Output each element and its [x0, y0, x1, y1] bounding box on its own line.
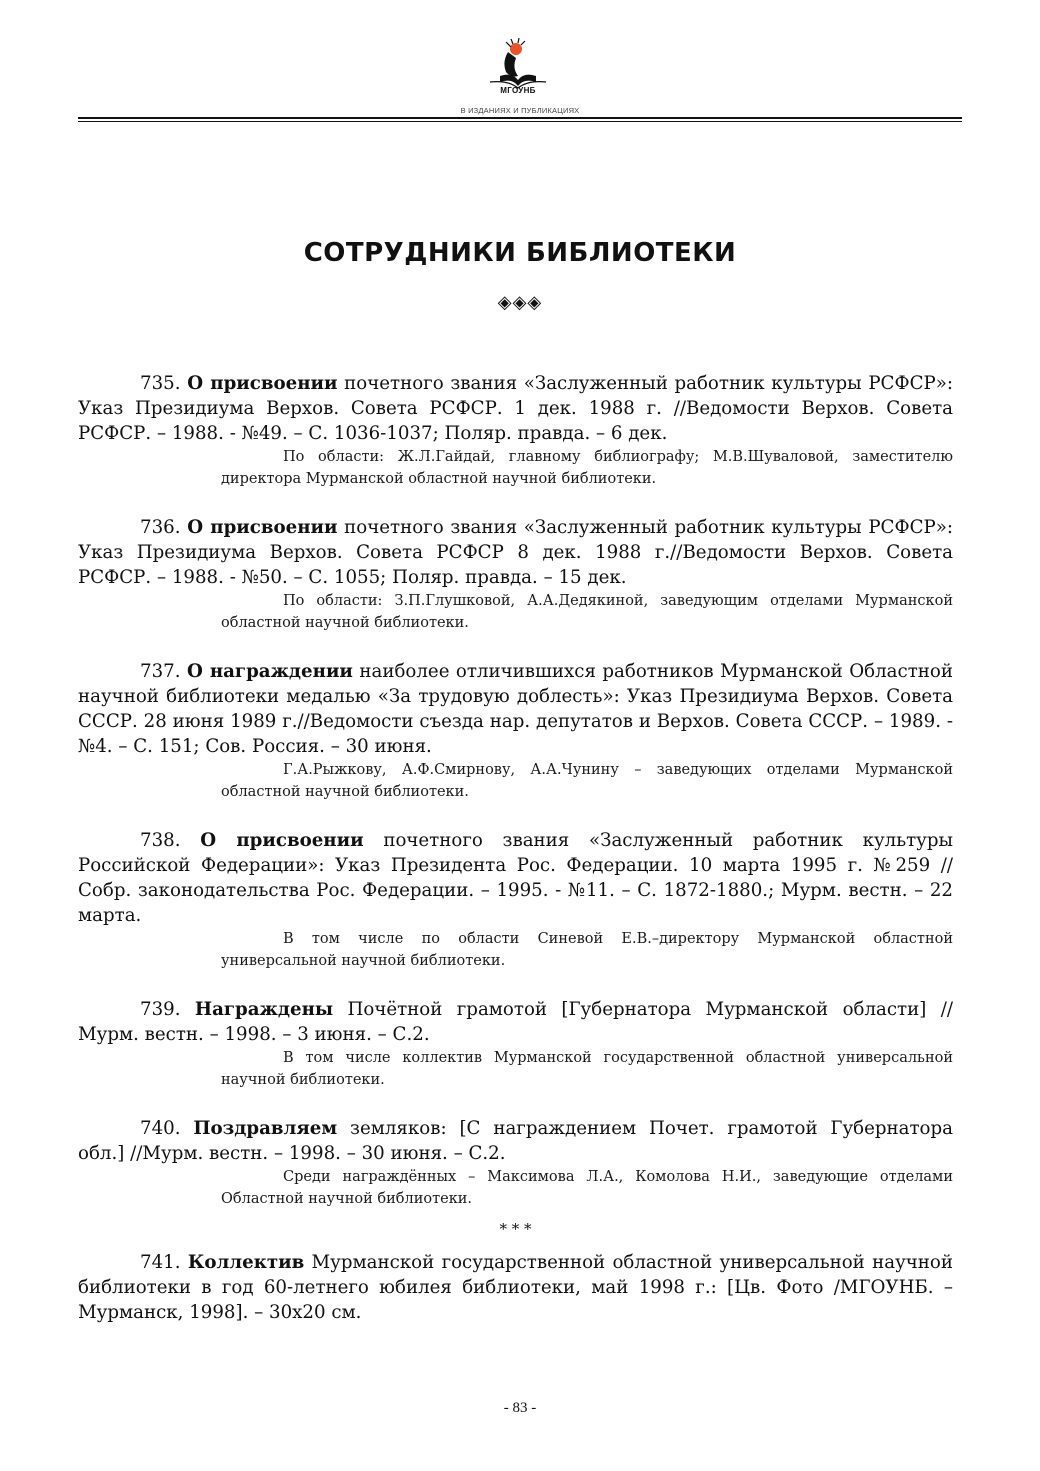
diamond-ornament-icon: ◈◈◈ [497, 292, 543, 313]
entry-text: почетного звания «Заслуженный работник культуры Российской Федерации»: Указ Президента Рос. Федерации. 10 марта 1995 г. №259 // Собр. законодательства Рос. Федерации. – 1995. - №11. – С. 1872-1880.; Мурм. вестн. – 22 марта. [78, 830, 953, 926]
entry-note: В том числе коллектив Мурманской государственной областной универсальной научной библиотеки. [221, 1050, 953, 1088]
entry-text: почетного звания «Заслуженный работник культуры РСФСР»: Указ Президиума Верхов. Совета РСФСР 8 дек. 1988 г.//Ведомости Верхов. Совета РСФСР. – 1988. - №50. – С. 1055; Поляр. правда. – 15 дек. [78, 517, 953, 588]
entry-text: Мурманской государственной областной универсальной научной библиотеки в год 60-летнего юбилея библиотеки, май 1998 г.: [Цв. Фото /МГОУНБ. – Мурманск, 1998]. – 30x20 см. [78, 1252, 953, 1323]
entry-text: наиболее отличившихся работников Мурманской Областной научной библиотеки медалью «За трудовую доблесть»: Указ Президиума Верхов. Совета СССР. 28 июня 1989 г.//Ведомости съезда нар. депутатов и Верхов. Совета СССР. – 1989. - №4. – С. 151; Сов. Россия. – 30 июня. [78, 661, 953, 757]
section-separator: * * * [499, 1220, 532, 1238]
entry-number: 736. [140, 517, 181, 538]
header-subtitle: В ИЗДАНИЯХ И ПУБЛИКАЦИЯХ [460, 106, 580, 115]
entry-741 [78, 1250, 953, 1325]
entry-number: 740. [140, 1118, 181, 1139]
entry-number: 739. [140, 999, 181, 1020]
entry-739 [78, 997, 953, 1091]
page-number: - 83 - [503, 1400, 537, 1416]
entry-heading: О присвоении [187, 517, 338, 538]
entry-number: 737. [140, 661, 181, 682]
header-rule-thick [78, 117, 962, 119]
page-title: СОТРУДНИКИ БИБЛИОТЕКИ [303, 238, 737, 268]
entry-note: По области: Ж.Л.Гайдай, главному библиографу; М.В.Шуваловой, заместителю директора Мурманской областной научной библиотеки. [221, 449, 953, 487]
page-header [0, 0, 1040, 130]
entry-text: земляков: [С награждением Почет. грамотой Губернатора обл.] //Мурм. вестн. – 1998. – 30 июня. – С.2. [78, 1118, 953, 1164]
entry-note: В том числе по области Синевой Е.В.–директору Мурманской областной универсальной научной библиотеки. [221, 931, 953, 969]
entry-heading: Поздравляем [193, 1118, 338, 1139]
entry-heading: Награждены [194, 999, 334, 1020]
logo-text: МГОУНБ [500, 86, 536, 95]
entry-text: почетного звания «Заслуженный работник культуры РСФСР»: Указ Президиума Верхов. Совета РСФСР. 1 дек. 1988 г. //Ведомости Верхов. Совета РСФСР. – 1988. - №49. – С. 1036-1037; Поляр. правда. – 6 дек. [78, 373, 953, 444]
entry-text: Почётной грамотой [Губернатора Мурманской области] //Мурм. вестн. – 1998. – 3 июня. – С.2. [78, 999, 953, 1045]
entry-number: 735. [140, 373, 181, 394]
entry-heading: О награждении [186, 661, 353, 682]
entry-heading: О присвоении [187, 373, 338, 394]
entry-note: Среди награждённых – Максимова Л.А., Комолова Н.И., заведующие отделами Областной научной библиотеки. [221, 1169, 953, 1207]
entry-735 [78, 371, 953, 490]
entry-number: 741. [140, 1252, 181, 1273]
entry-note: Г.А.Рыжкову, А.Ф.Смирнову, А.А.Чунину – заведующих отделами Мурманской областной научной библиотеки. [221, 762, 953, 800]
entry-740 [78, 1116, 953, 1210]
header-rule-thin [78, 121, 962, 122]
entries-list [78, 371, 953, 1325]
entry-number: 738. [140, 830, 181, 851]
entry-738 [78, 828, 953, 972]
entry-heading: О присвоении [200, 830, 364, 851]
library-logo [478, 38, 558, 90]
entry-737 [78, 659, 953, 803]
entry-note: По области: З.П.Глушковой, А.А.Дедякиной, заведующим отделами Мурманской областной научной библиотеки. [221, 593, 953, 631]
entry-736 [78, 515, 953, 634]
entry-heading: Коллектив [187, 1252, 305, 1273]
